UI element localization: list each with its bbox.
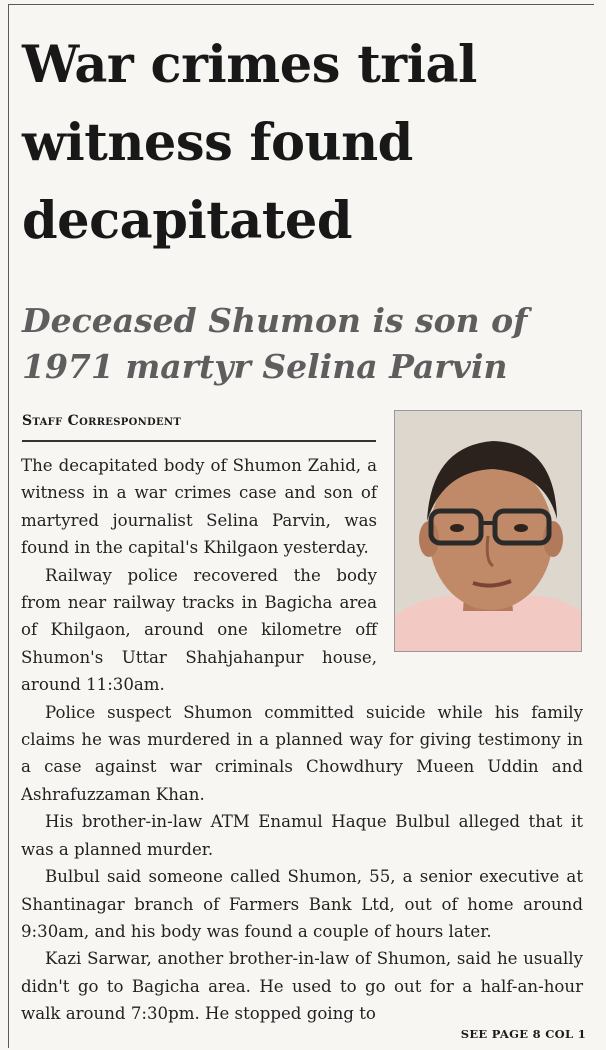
byline-rule [22,440,376,442]
body-paragraph-1: The decapitated body of Shumon Zahid, a witness in a war crimes case and son of martyred journalist Selina Parvin, was found in the capital's Khilgaon yesterday. [21,456,377,558]
subheadline: Deceased Shumon is son of 1971 martyr Selina Parvin [22,301,528,386]
body-paragraph-3: Police suspect Shumon committed suicide while his family claims he was murdered in a planned way for giving testimony in a case against war criminals Chowdhury Mueen Uddin and Ashrafuzzaman Khan. [21,702,583,804]
headline: War crimes trial witness found decapitated [22,35,477,251]
top-border-rule [8,4,594,5]
continuation-jump-line: SEE PAGE 8 COL 1 [460,1027,586,1041]
body-paragraph-6: Kazi Sarwar, another brother-in-law of Shumon, said he usually didn't go to Bagicha area. He used to go out for a half-an-hour walk around 7:30pm. He stopped going to [21,949,583,1024]
left-border-rule [8,4,9,1048]
byline: Staff Correspondent [22,413,182,429]
body-paragraph-2: Railway police recovered the body from near railway tracks in Bagicha area of Khilgaon, around one kilometre off Shumon's Uttar Shahjahanpur house, around 11:30am. [21,565,377,695]
body-paragraph-5: Bulbul said someone called Shumon, 55, a senior executive at Shantinagar branch of Farmers Bank Ltd, out of home around 9:30am, and his body was found a couple of hours later. [21,867,583,941]
article-body [21,452,583,1028]
body-column-wrap [21,452,377,699]
body-paragraph-4: His brother-in-law ATM Enamul Haque Bulbul alleged that it was a planned murder. [21,812,583,859]
